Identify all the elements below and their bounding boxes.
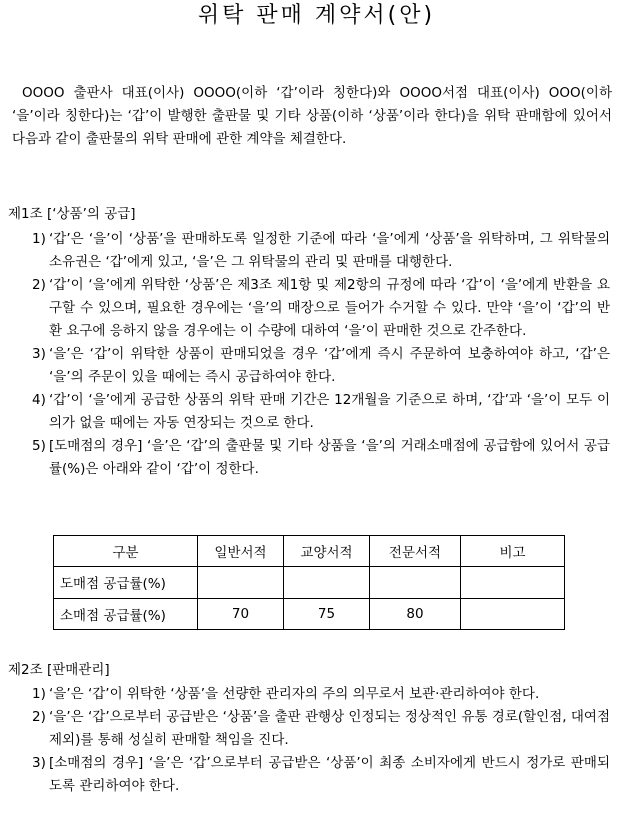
- item-number: 2): [32, 277, 46, 293]
- item-number: 3): [32, 755, 46, 771]
- article-2-title: 제2조 [판매관리]: [8, 662, 110, 678]
- article-1-title: 제1조 [‘상품’의 공급]: [8, 206, 136, 222]
- item-text: ‘갑’이 ‘을’에게 공급한 상품의 위탁 판매 기간은 12개월을 기준으로 하며, ‘갑’과 ‘을’이 모두 이의가 없을 때에는 자동 연장되는 것으로 한다.: [49, 392, 610, 431]
- item-number: 1): [32, 686, 46, 702]
- cell-note: [461, 598, 565, 629]
- cell-liberal: [284, 567, 370, 598]
- article-1-items: [32, 228, 610, 481]
- header-general: 일반서적: [198, 536, 284, 567]
- article-2-item-3: [32, 752, 610, 798]
- article-1-item-1: [32, 228, 610, 274]
- item-number: 5): [32, 438, 46, 454]
- item-number: 3): [32, 346, 46, 362]
- table-row: [54, 598, 565, 629]
- supply-rate-table: [53, 535, 565, 630]
- table-header-row: [54, 536, 565, 567]
- header-liberal: 교양서적: [284, 536, 370, 567]
- header-note: 비고: [461, 536, 565, 567]
- item-number: 2): [32, 709, 46, 725]
- header-category: 구분: [54, 536, 198, 567]
- item-number: 1): [32, 231, 46, 247]
- item-text: ‘을’은 ‘갑’으로부터 공급받은 ‘상품’을 출판 관행상 인정되는 정상적인 유통 경로(할인점, 대여점 제외)를 통해 성실히 판매할 책임을 진다.: [49, 709, 610, 748]
- cell-general: [198, 567, 284, 598]
- article-1-item-4: [32, 389, 610, 435]
- header-special: 전문서적: [370, 536, 461, 567]
- article-1-item-5: [32, 435, 610, 481]
- item-text: ‘갑’은 ‘을’이 ‘상품’을 판매하도록 일정한 기준에 따라 ‘을’에게 ‘상품’을 위탁하며, 그 위탁물의 소유권은 ‘갑’에게 있고, ‘을’은 그 위탁물의 관리 및 판매를 대행한다.: [49, 231, 610, 270]
- item-text: [소매점의 경우] ‘을’은 ‘갑’으로부터 공급받은 ‘상품’이 최종 소비자에게 반드시 정가로 판매되도록 관리하여야 한다.: [49, 755, 610, 794]
- cell-liberal: 75: [284, 598, 370, 629]
- item-text: ‘갑’이 ‘을’에게 위탁한 ‘상품’은 제3조 제1항 및 제2항의 규정에 따라 ‘갑’이 ‘을’에게 반환을 요구할 수 있으며, 필요한 경우에는 ‘을’의 매장으로 들어가 수거할 수 있다. 만약 ‘을’이 ‘갑’의 반환 요구에 응하지 않을 경우에는 이 수량에 대하여 ‘을’이 판매한 것으로 간주한다.: [49, 277, 610, 339]
- cell-note: [461, 567, 565, 598]
- row-label: 소매점 공급률(%): [54, 598, 198, 629]
- cell-special: [370, 567, 461, 598]
- item-text: ‘을’은 ‘갑’이 위탁한 ‘상품’을 선량한 관리자의 주의 의무로서 보관·관리하여야 한다.: [49, 686, 540, 702]
- item-text: ‘을’은 ‘갑’이 위탁한 상품이 판매되었을 경우 ‘갑’에게 즉시 주문하여 보충하여야 하고, ‘갑’은 ‘을’의 주문이 있을 때에는 즉시 공급하여야 한다.: [49, 346, 610, 385]
- article-2-item-2: [32, 706, 610, 752]
- cell-special: 80: [370, 598, 461, 629]
- table-row: [54, 567, 565, 598]
- item-text: [도매점의 경우] ‘을’은 ‘갑’의 출판물 및 기타 상품을 ‘을’의 거래소매점에 공급함에 있어서 공급률(%)은 아래와 같이 ‘갑’이 정한다.: [49, 438, 610, 477]
- article-1-item-3: [32, 343, 610, 389]
- row-label: 도매점 공급률(%): [54, 567, 198, 598]
- intro-paragraph: OOOO 출판사 대표(이사) OOOO(이하 ‘갑’이라 칭한다)와 OOOO서점 대표(이사) OOO(이하 ‘을’이라 칭한다)는 ‘갑’이 발행한 출판물 및 기타 상품(이하 ‘상품’이라 한다)을 위탁 판매함에 있어서 다음과 같이 출판물의 위탁 판매에 관한 계약을 체결한다.: [12, 85, 612, 147]
- item-number: 4): [32, 392, 46, 408]
- cell-general: 70: [198, 598, 284, 629]
- article-2-item-1: [32, 683, 610, 706]
- document-title: 위탁 판매 계약서(안): [197, 3, 436, 28]
- article-2-items: [32, 683, 610, 798]
- article-1-item-2: [32, 274, 610, 343]
